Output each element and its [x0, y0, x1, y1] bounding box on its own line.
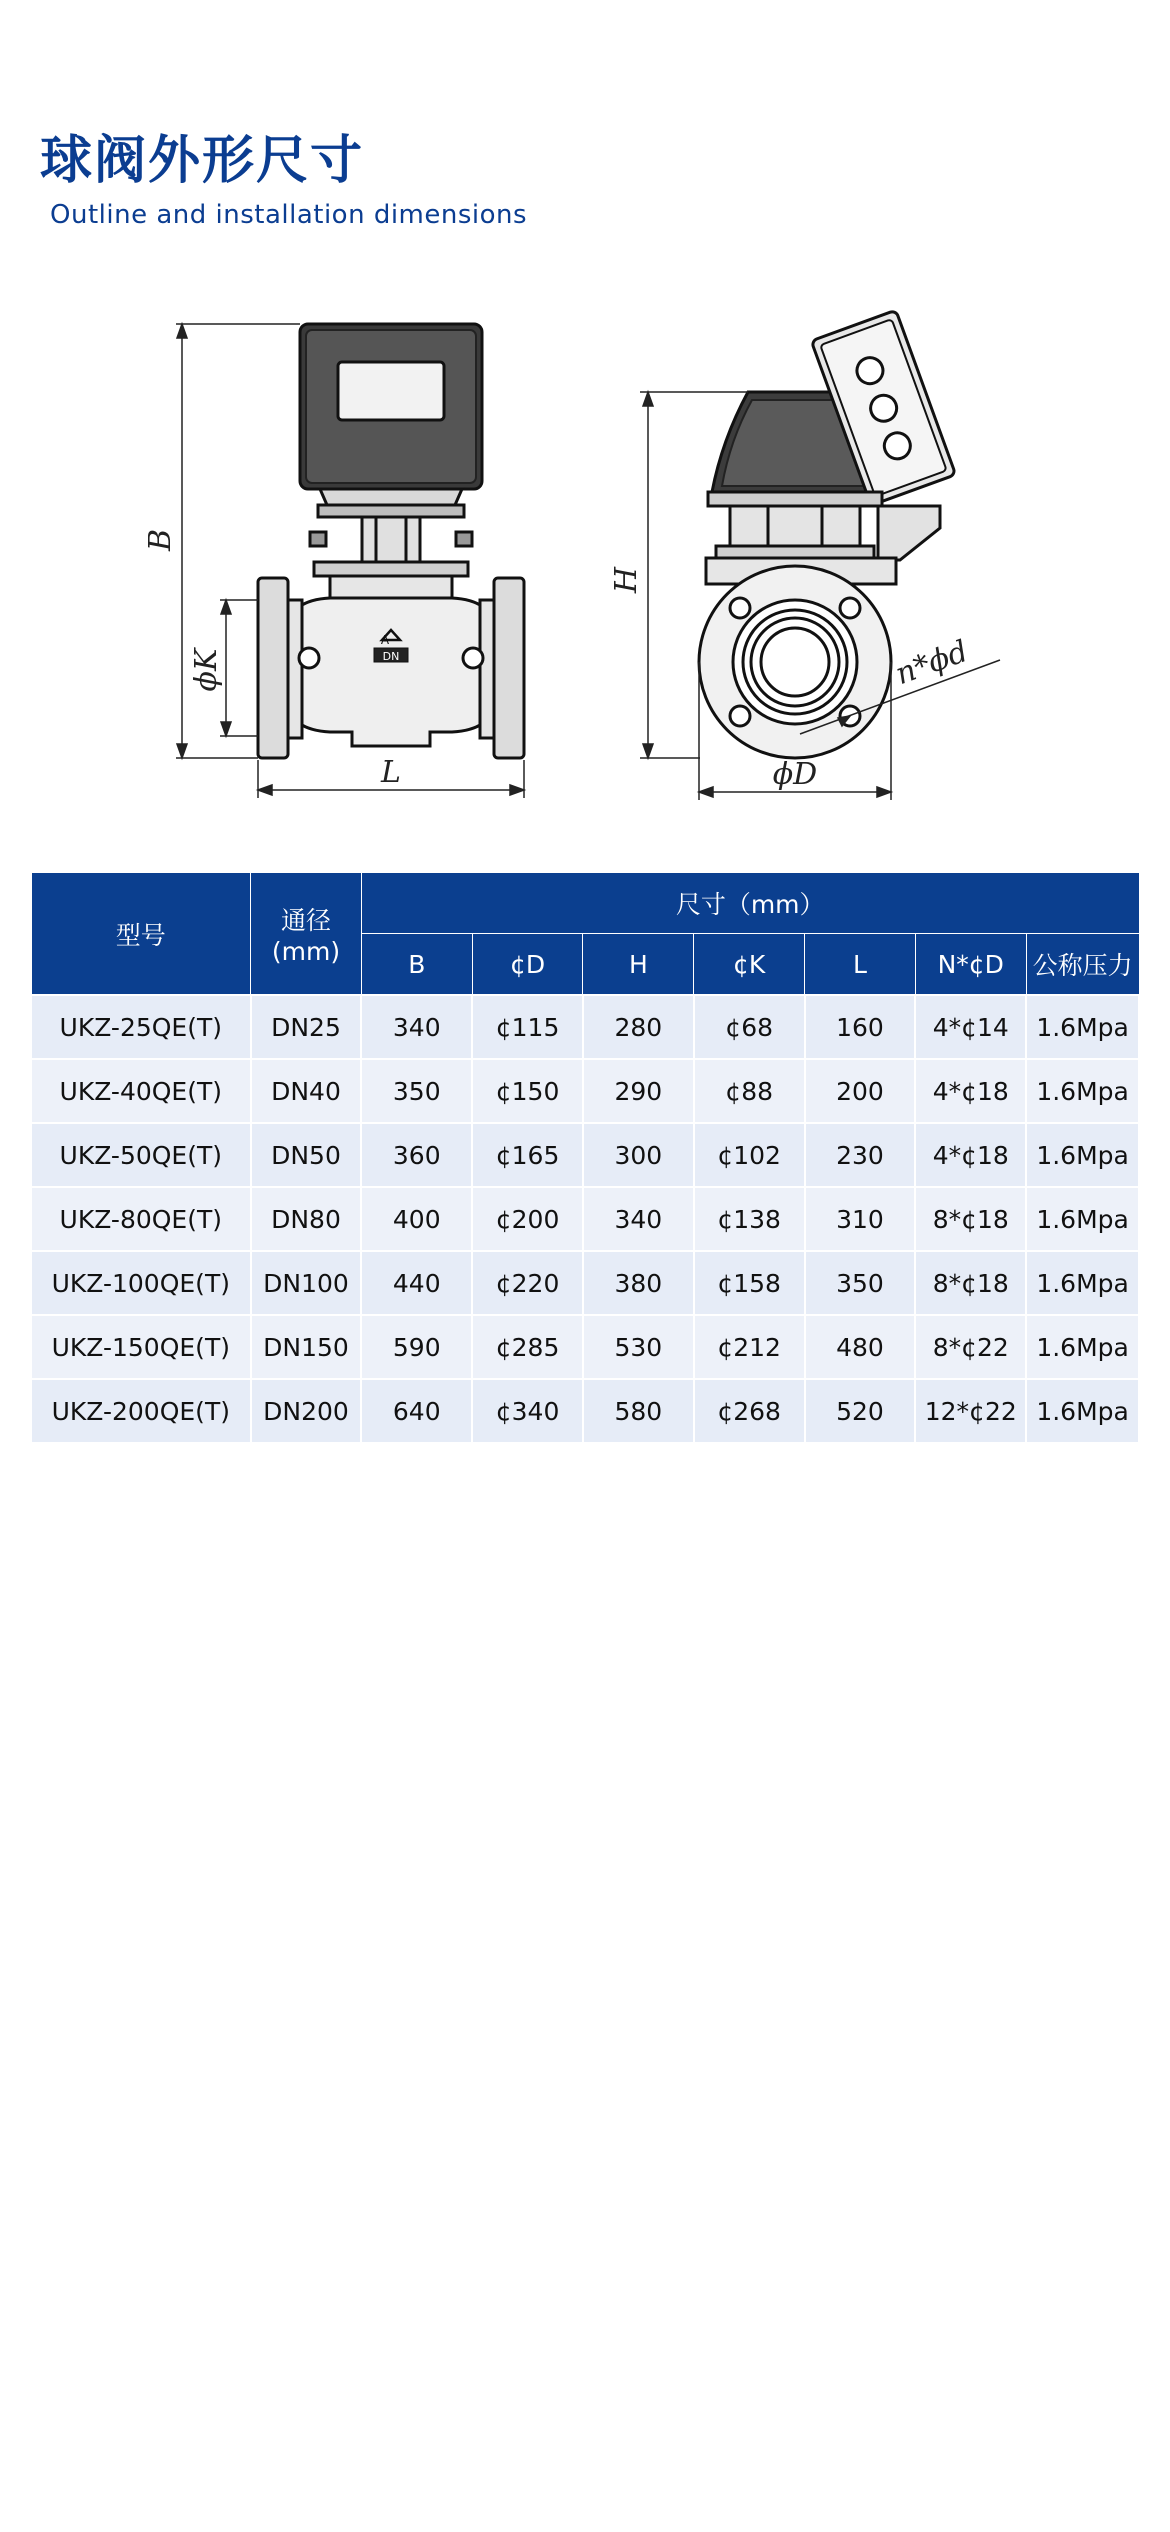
page-subtitle: Outline and installation dimensions	[50, 200, 528, 230]
cell-dn: DN200	[251, 1379, 362, 1443]
table-row	[31, 995, 1139, 1059]
dimensions-table	[30, 872, 1140, 1444]
cell-l: 230	[805, 1123, 916, 1187]
table-row	[31, 1379, 1139, 1443]
cell-dn: DN40	[251, 1059, 362, 1123]
cell-d: ¢150	[472, 1059, 583, 1123]
body-mark-dn: DN	[382, 650, 400, 663]
cell-k: ¢212	[694, 1315, 805, 1379]
cell-l: 200	[805, 1059, 916, 1123]
cell-l: 480	[805, 1315, 916, 1379]
cell-h: 300	[583, 1123, 694, 1187]
cell-b: 340	[361, 995, 472, 1059]
cell-model: UKZ-25QE(T)	[31, 995, 251, 1059]
cell-dn: DN25	[251, 995, 362, 1059]
cell-l: 350	[805, 1251, 916, 1315]
cell-nd: 4*¢14	[915, 995, 1026, 1059]
front-view	[258, 324, 524, 758]
cell-dn: DN150	[251, 1315, 362, 1379]
cell-b: 640	[361, 1379, 472, 1443]
header-dimensions-group: 尺寸（mm）	[361, 873, 1139, 934]
cell-b: 440	[361, 1251, 472, 1315]
cell-pressure: 1.6Mpa	[1026, 1123, 1139, 1187]
cell-b: 590	[361, 1315, 472, 1379]
cell-nd: 8*¢22	[915, 1315, 1026, 1379]
cell-d: ¢220	[472, 1251, 583, 1315]
cell-h: 280	[583, 995, 694, 1059]
cell-dn: DN80	[251, 1187, 362, 1251]
header-diameter-label: 通径	[280, 906, 331, 935]
cell-l: 160	[805, 995, 916, 1059]
dim-l-label: L	[381, 755, 401, 790]
page-title: 球阀外形尺寸	[40, 131, 365, 191]
cell-b: 400	[361, 1187, 472, 1251]
header-b: B	[361, 934, 472, 996]
cell-d: ¢115	[472, 995, 583, 1059]
cell-nd: 8*¢18	[915, 1251, 1026, 1315]
cell-k: ¢268	[694, 1379, 805, 1443]
dim-b-label: B	[143, 528, 178, 552]
header-nd: N*¢D	[915, 934, 1026, 996]
cell-d: ¢340	[472, 1379, 583, 1443]
header-model: 型号	[31, 873, 251, 996]
cell-nd: 12*¢22	[915, 1379, 1026, 1443]
cell-pressure: 1.6Mpa	[1026, 995, 1139, 1059]
header-l: L	[805, 934, 916, 996]
header-diameter-unit: (mm)	[271, 937, 341, 966]
dim-d-label: ϕD	[772, 757, 818, 792]
cell-pressure: 1.6Mpa	[1026, 1379, 1139, 1443]
cell-pressure: 1.6Mpa	[1026, 1315, 1139, 1379]
cell-model: UKZ-50QE(T)	[31, 1123, 251, 1187]
cell-model: UKZ-40QE(T)	[31, 1059, 251, 1123]
cell-l: 520	[805, 1379, 916, 1443]
header-diameter	[251, 873, 362, 996]
cell-d: ¢165	[472, 1123, 583, 1187]
dim-nd-label: n*ϕd	[891, 633, 973, 693]
cell-pressure: 1.6Mpa	[1026, 1251, 1139, 1315]
cell-h: 340	[583, 1187, 694, 1251]
cell-b: 360	[361, 1123, 472, 1187]
body-mark-a: A	[380, 633, 390, 647]
cell-pressure: 1.6Mpa	[1026, 1059, 1139, 1123]
cell-b: 350	[361, 1059, 472, 1123]
cell-d: ¢285	[472, 1315, 583, 1379]
dim-h-label: H	[609, 566, 644, 594]
table-row	[31, 1251, 1139, 1315]
cell-k: ¢68	[694, 995, 805, 1059]
cell-pressure: 1.6Mpa	[1026, 1187, 1139, 1251]
cell-model: UKZ-150QE(T)	[31, 1315, 251, 1379]
table-row	[31, 1059, 1139, 1123]
valve-outline-drawing	[0, 300, 1170, 820]
cell-nd: 4*¢18	[915, 1059, 1026, 1123]
cell-k: ¢88	[694, 1059, 805, 1123]
header-pressure: 公称压力	[1026, 934, 1139, 996]
table-row	[31, 1315, 1139, 1379]
cell-k: ¢102	[694, 1123, 805, 1187]
cell-h: 530	[583, 1315, 694, 1379]
cell-dn: DN100	[251, 1251, 362, 1315]
cell-dn: DN50	[251, 1123, 362, 1187]
cell-model: UKZ-100QE(T)	[31, 1251, 251, 1315]
table-row	[31, 1187, 1139, 1251]
header-h: H	[583, 934, 694, 996]
header-d: ¢D	[472, 934, 583, 996]
cell-model: UKZ-200QE(T)	[31, 1379, 251, 1443]
header-k: ¢K	[694, 934, 805, 996]
cell-l: 310	[805, 1187, 916, 1251]
cell-h: 580	[583, 1379, 694, 1443]
dim-k-label: ϕK	[189, 648, 224, 692]
cell-model: UKZ-80QE(T)	[31, 1187, 251, 1251]
cell-k: ¢138	[694, 1187, 805, 1251]
cell-h: 380	[583, 1251, 694, 1315]
table-row	[31, 1123, 1139, 1187]
cell-h: 290	[583, 1059, 694, 1123]
cell-nd: 8*¢18	[915, 1187, 1026, 1251]
cell-nd: 4*¢18	[915, 1123, 1026, 1187]
cell-d: ¢200	[472, 1187, 583, 1251]
cell-k: ¢158	[694, 1251, 805, 1315]
